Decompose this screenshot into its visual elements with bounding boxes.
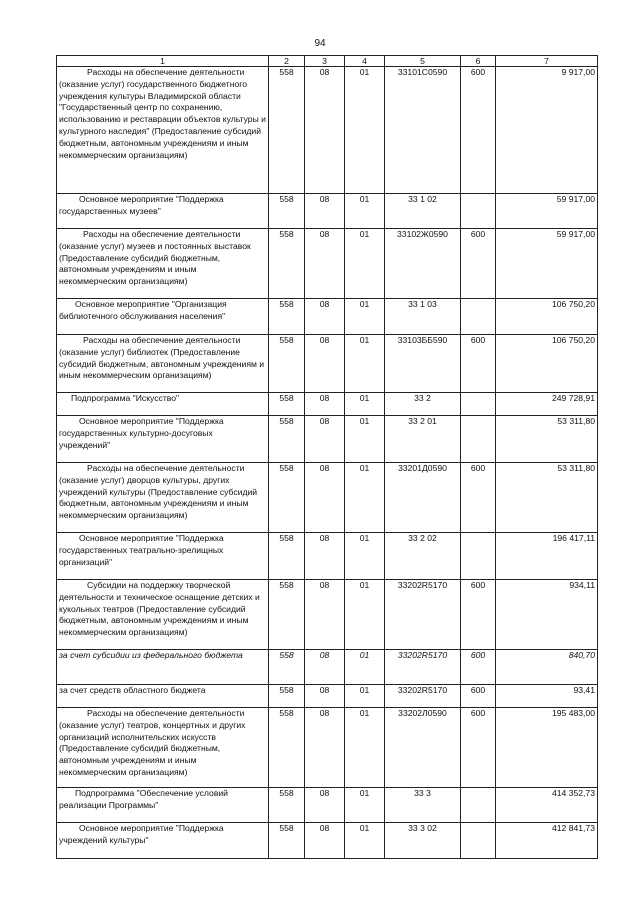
row-subsection-code: 01 — [345, 299, 385, 335]
row-name: Основное мероприятие "Поддержка государственных культурно-досуговых учреждений" — [57, 416, 269, 463]
row-section-code: 08 — [305, 416, 345, 463]
table-row — [57, 823, 598, 859]
table-header-row — [57, 56, 598, 67]
row-subsection-code: 01 — [345, 533, 385, 580]
row-name: Основное мероприятие "Поддержка учреждений культуры" — [57, 823, 269, 859]
column-header: 6 — [461, 56, 496, 67]
row-expense-type: 600 — [461, 229, 496, 299]
row-section-code: 08 — [305, 533, 345, 580]
row-target-code: 33 3 02 — [385, 823, 461, 859]
row-amount: 53 311,80 — [496, 463, 598, 533]
row-amount: 412 841,73 — [496, 823, 598, 859]
row-name: Основное мероприятие "Организация библиотечного обслуживания населения" — [57, 299, 269, 335]
row-section-code: 08 — [305, 393, 345, 416]
row-target-code: 33 2 02 — [385, 533, 461, 580]
row-name: Основное мероприятие "Поддержка государственных музеев" — [57, 194, 269, 229]
row-subsection-code: 01 — [345, 67, 385, 194]
table-row — [57, 229, 598, 299]
column-header: 1 — [57, 56, 269, 67]
table-row — [57, 788, 598, 823]
row-target-code: 33202Л0590 — [385, 708, 461, 788]
row-section-code: 08 — [305, 194, 345, 229]
row-name: за счет средств областного бюджета — [57, 685, 269, 708]
row-target-code: 33 1 02 — [385, 194, 461, 229]
column-header: 3 — [305, 56, 345, 67]
row-amount: 93,41 — [496, 685, 598, 708]
table-row — [57, 650, 598, 685]
row-target-code: 33 2 — [385, 393, 461, 416]
row-expense-type: 600 — [461, 650, 496, 685]
row-ministry-code: 558 — [269, 685, 305, 708]
row-ministry-code: 558 — [269, 533, 305, 580]
row-expense-type: 600 — [461, 708, 496, 788]
row-expense-type: 600 — [461, 335, 496, 393]
row-ministry-code: 558 — [269, 823, 305, 859]
budget-table — [56, 55, 598, 859]
row-subsection-code: 01 — [345, 194, 385, 229]
row-ministry-code: 558 — [269, 580, 305, 650]
column-header: 2 — [269, 56, 305, 67]
table-row — [57, 393, 598, 416]
row-amount: 59 917,00 — [496, 229, 598, 299]
table-row — [57, 194, 598, 229]
column-header: 4 — [345, 56, 385, 67]
row-ministry-code: 558 — [269, 67, 305, 194]
row-amount: 9 917,00 — [496, 67, 598, 194]
column-header: 5 — [385, 56, 461, 67]
row-target-code: 33 3 — [385, 788, 461, 823]
row-subsection-code: 01 — [345, 685, 385, 708]
row-name: Расходы на обеспечение деятельности (оказание услуг) музеев и постоянных выставок (Предоставление субсидий бюджетным, автономным учреждениям и иным некоммерческим организациям) — [57, 229, 269, 299]
row-ministry-code: 558 — [269, 299, 305, 335]
row-ministry-code: 558 — [269, 229, 305, 299]
row-target-code: 33101С0590 — [385, 67, 461, 194]
row-target-code: 33201Д0590 — [385, 463, 461, 533]
row-name: Расходы на обеспечение деятельности (оказание услуг) государственного бюджетного учреждения культуры Владимирской области "Государственный центр по сохранению, использованию и реставрации объектов культуры и культурного наследия" (Предоставление субсидий бюджетным, автономным учреждениям и иным некоммерческим организациям) — [57, 67, 269, 194]
table-row — [57, 67, 598, 194]
table-row — [57, 463, 598, 533]
table-row — [57, 708, 598, 788]
row-amount: 934,11 — [496, 580, 598, 650]
row-name: Расходы на обеспечение деятельности (оказание услуг) библиотек (Предоставление субсидий бюджетным, автономным учреждениям и иным некоммерческим организациям) — [57, 335, 269, 393]
row-section-code: 08 — [305, 299, 345, 335]
row-ministry-code: 558 — [269, 788, 305, 823]
row-ministry-code: 558 — [269, 650, 305, 685]
row-subsection-code: 01 — [345, 580, 385, 650]
row-subsection-code: 01 — [345, 335, 385, 393]
row-name: Подпрограмма "Обеспечение условий реализации Программы" — [57, 788, 269, 823]
row-expense-type — [461, 393, 496, 416]
table-row — [57, 533, 598, 580]
row-expense-type — [461, 194, 496, 229]
row-ministry-code: 558 — [269, 463, 305, 533]
row-expense-type — [461, 299, 496, 335]
row-target-code: 33202R5170 — [385, 685, 461, 708]
row-expense-type — [461, 788, 496, 823]
row-section-code: 08 — [305, 463, 345, 533]
row-section-code: 08 — [305, 335, 345, 393]
row-section-code: 08 — [305, 788, 345, 823]
row-amount: 196 417,11 — [496, 533, 598, 580]
row-expense-type — [461, 823, 496, 859]
row-subsection-code: 01 — [345, 708, 385, 788]
row-ministry-code: 558 — [269, 194, 305, 229]
row-target-code: 33102Ж0590 — [385, 229, 461, 299]
row-subsection-code: 01 — [345, 463, 385, 533]
row-expense-type — [461, 533, 496, 580]
row-expense-type — [461, 416, 496, 463]
row-ministry-code: 558 — [269, 335, 305, 393]
row-section-code: 08 — [305, 823, 345, 859]
row-amount: 59 917,00 — [496, 194, 598, 229]
row-amount: 195 483,00 — [496, 708, 598, 788]
row-target-code: 33103ББ590 — [385, 335, 461, 393]
row-subsection-code: 01 — [345, 788, 385, 823]
page-number: 94 — [314, 38, 326, 49]
row-amount: 106 750,20 — [496, 335, 598, 393]
row-section-code: 08 — [305, 67, 345, 194]
row-section-code: 08 — [305, 580, 345, 650]
column-header: 7 — [496, 56, 598, 67]
row-name: за счет субсидии из федерального бюджета — [57, 650, 269, 685]
row-ministry-code: 558 — [269, 393, 305, 416]
row-amount: 53 311,80 — [496, 416, 598, 463]
row-subsection-code: 01 — [345, 393, 385, 416]
row-expense-type: 600 — [461, 685, 496, 708]
row-name: Подпрограмма "Искусство" — [57, 393, 269, 416]
table-row — [57, 416, 598, 463]
row-subsection-code: 01 — [345, 650, 385, 685]
row-ministry-code: 558 — [269, 416, 305, 463]
row-amount: 414 352,73 — [496, 788, 598, 823]
row-subsection-code: 01 — [345, 229, 385, 299]
row-name: Основное мероприятие "Поддержка государственных театрально-зрелищных организаций" — [57, 533, 269, 580]
table-row — [57, 580, 598, 650]
row-name: Расходы на обеспечение деятельности (оказание услуг) театров, концертных и других организаций исполнительских искусств (Предоставление субсидий бюджетным, автономным учреждениям и иным некоммерческим организациям) — [57, 708, 269, 788]
row-expense-type: 600 — [461, 463, 496, 533]
row-section-code: 08 — [305, 650, 345, 685]
row-target-code: 33 1 03 — [385, 299, 461, 335]
row-expense-type: 600 — [461, 67, 496, 194]
row-name: Субсидии на поддержку творческой деятельности и техническое оснащение детских и кукольных театров (Предоставление субсидий бюджетным, автономным учреждениям и иным некоммерческим организациям) — [57, 580, 269, 650]
row-target-code: 33202R5170 — [385, 650, 461, 685]
row-expense-type: 600 — [461, 580, 496, 650]
row-target-code: 33202R5170 — [385, 580, 461, 650]
table-row — [57, 299, 598, 335]
row-amount: 840,70 — [496, 650, 598, 685]
row-name: Расходы на обеспечение деятельности (оказание услуг) дворцов культуры, других учреждений культуры (Предоставление субсидий бюджетным, автономным учреждениям и иным некоммерческим организациям) — [57, 463, 269, 533]
row-amount: 249 728,91 — [496, 393, 598, 416]
row-subsection-code: 01 — [345, 823, 385, 859]
row-section-code: 08 — [305, 685, 345, 708]
row-amount: 106 750,20 — [496, 299, 598, 335]
row-section-code: 08 — [305, 708, 345, 788]
table-row — [57, 685, 598, 708]
table-row — [57, 335, 598, 393]
row-ministry-code: 558 — [269, 708, 305, 788]
row-subsection-code: 01 — [345, 416, 385, 463]
row-target-code: 33 2 01 — [385, 416, 461, 463]
row-section-code: 08 — [305, 229, 345, 299]
